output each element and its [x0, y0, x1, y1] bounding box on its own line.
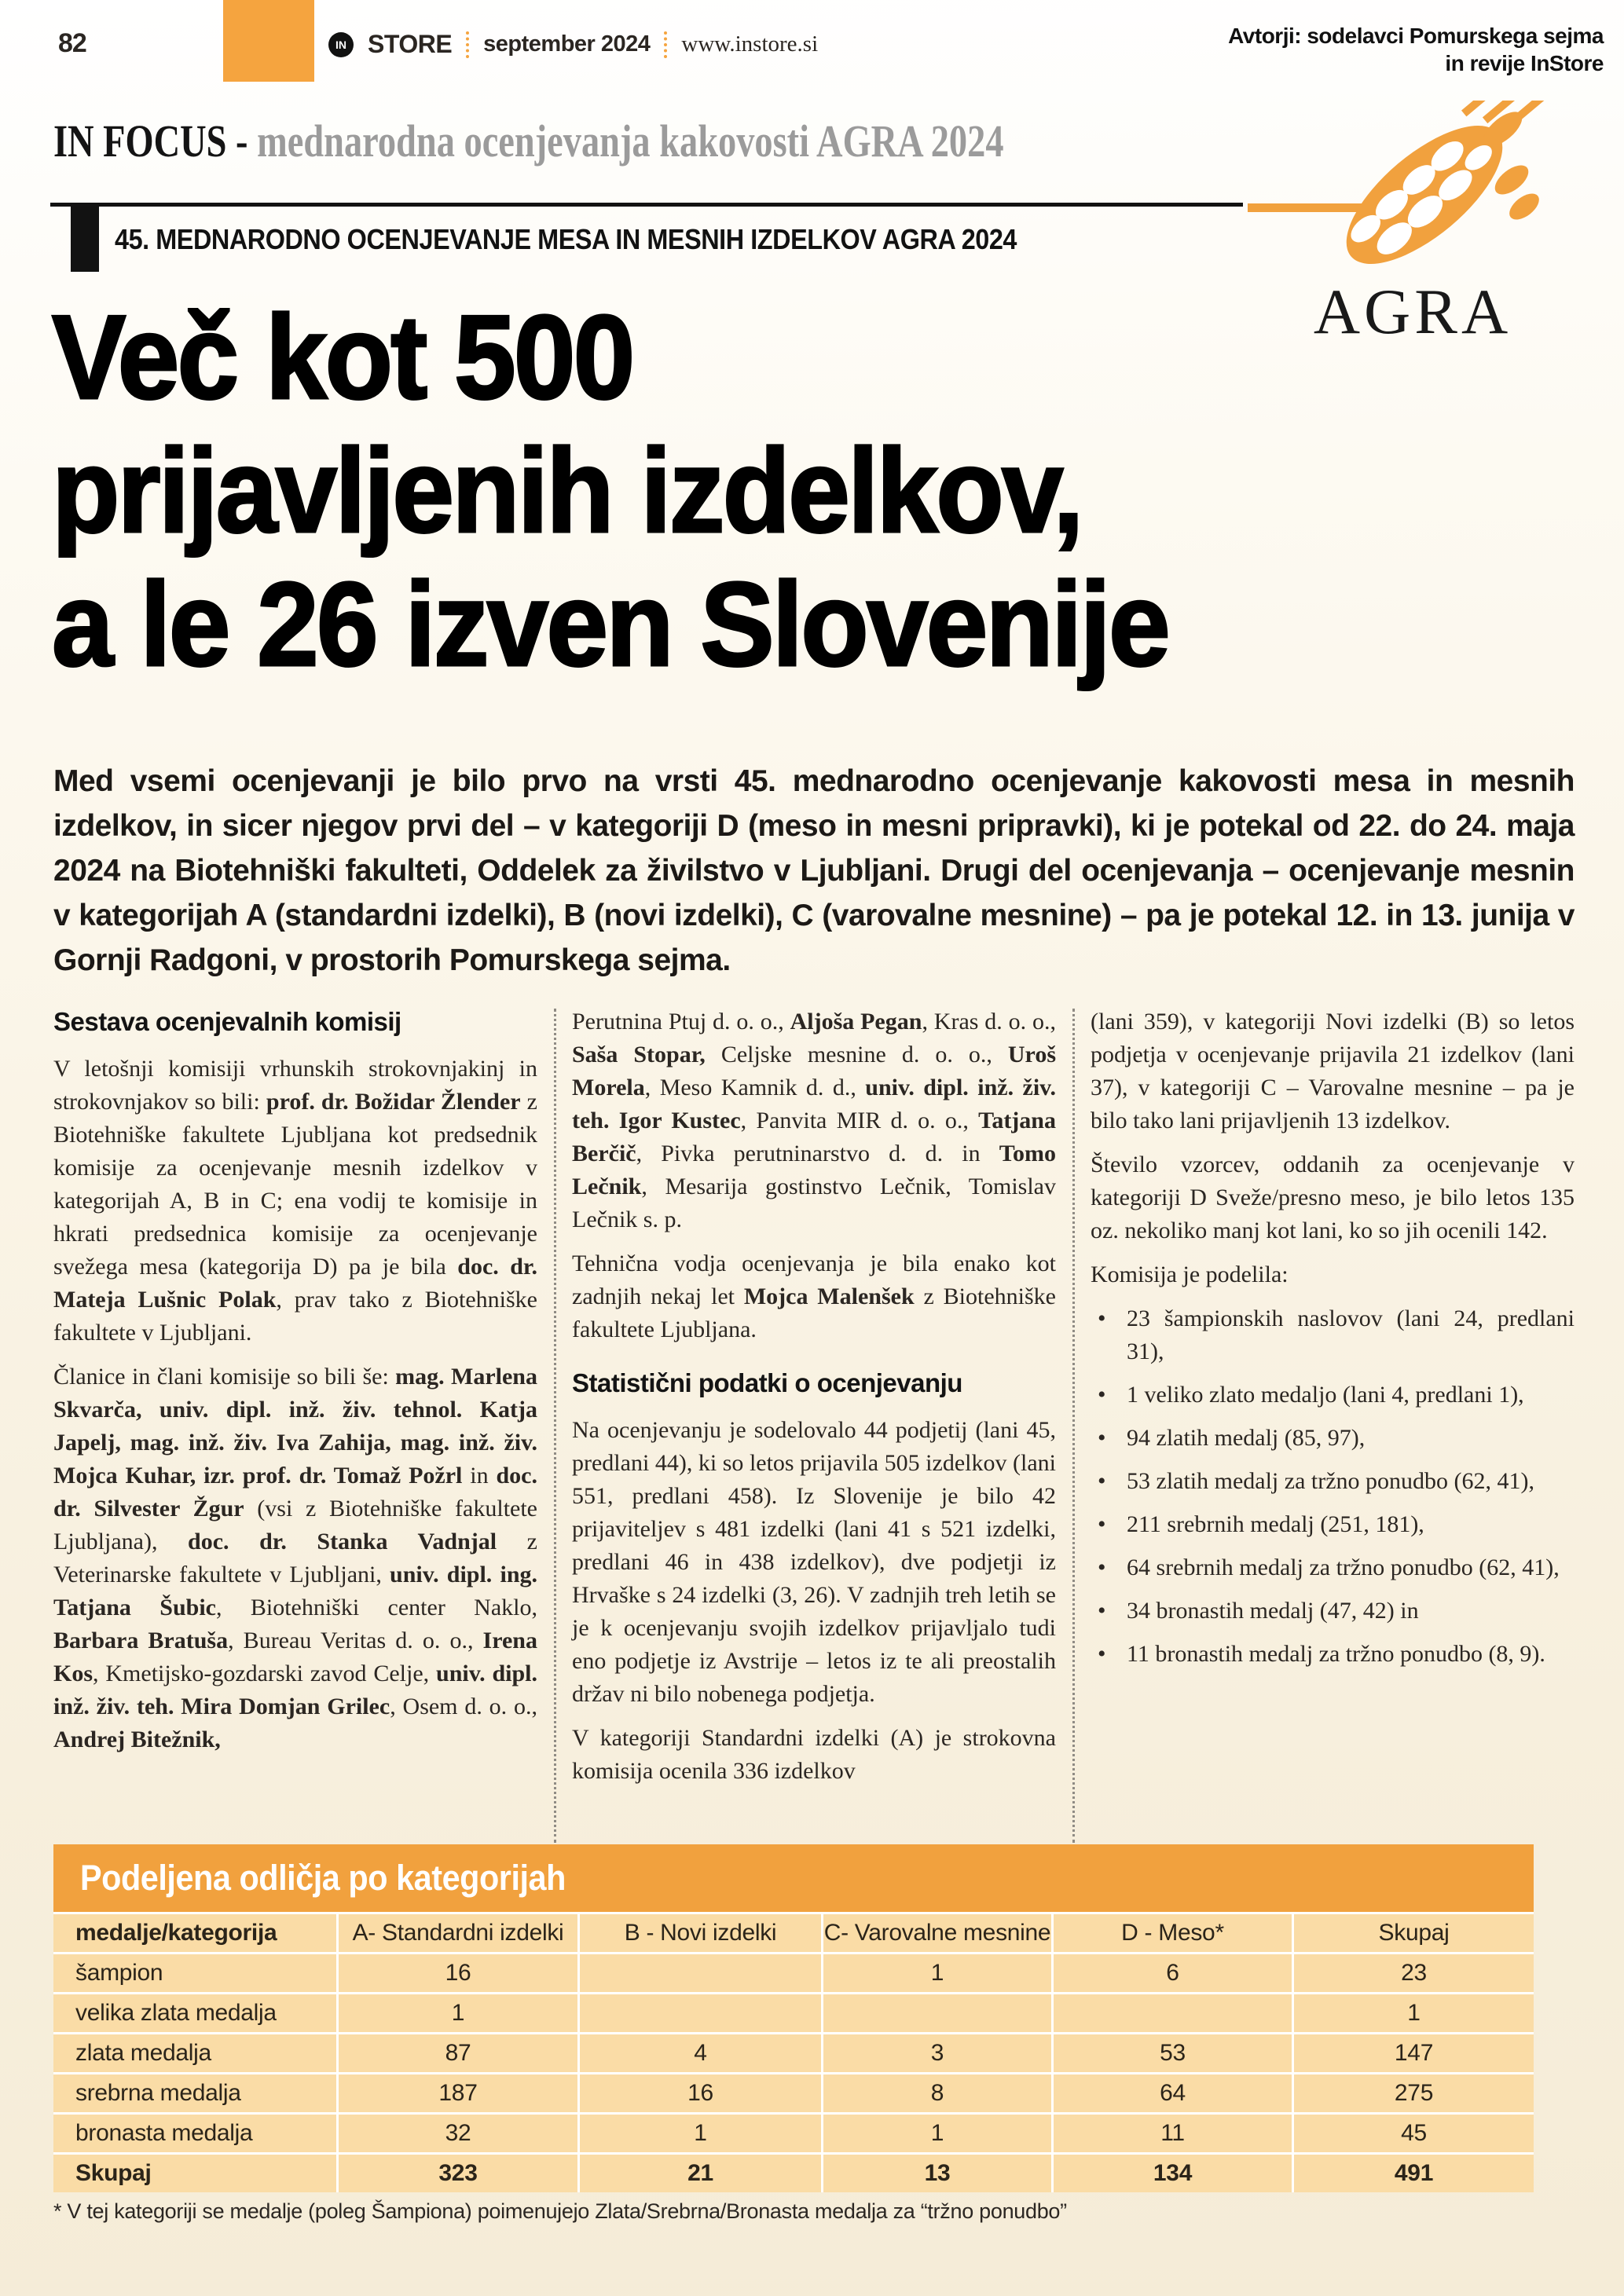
table-cell: 45: [1294, 2115, 1534, 2155]
table-cell: zlata medalja: [53, 2034, 339, 2074]
table-header-cell: B - Novi izdelki: [580, 1914, 823, 1954]
dotted-separator: [664, 31, 667, 58]
table-cell: 3: [823, 2034, 1054, 2074]
table-cell: 23: [1294, 1954, 1534, 1994]
body-paragraph: V kategoriji Standardni izdelki (A) je strokovna komisija ocenila 336 izdelkov: [572, 1725, 1056, 1784]
kicker: 45. MEDNARODNO OCENJEVANJE MESA IN MESNIH IZDELKOV AGRA 2024: [115, 223, 1017, 255]
table-row: [53, 2115, 1534, 2155]
table-header-cell: D - Meso*: [1054, 1914, 1294, 1954]
table-cell: 53: [1054, 2034, 1294, 2074]
table-row: [53, 2034, 1534, 2074]
table-cell: 16: [339, 1954, 580, 1994]
column-1: [53, 1005, 537, 1767]
body-paragraph: Članice in člani komisije so bili še: mag. Marlena Skvarča, univ. dipl. inž. živ. tehnol. Katja Japelj, mag. inž. živ. Iva Zahija, mag. inž. živ. Mojca Kuhar, izr. prof. dr. Tomaž Požrl in doc. dr. Silvester Žgur (vsi z Biotehniške fakultete Ljubljana), doc. dr. Stanka Vadnjal z Veterinarske fakultete v Ljubljani, univ. dipl. ing. Tatjana Šubic, Biotehniški center Naklo, Barbara Bratuša, Bureau Veritas d. o. o., Irena Kos, Kmetijsko-gozdarski zavod Celje, univ. dipl. inž. živ. teh. Mira Domjan Grilec, Osem d. o. o., Andrej Bitežnik,: [53, 1364, 538, 1752]
list-item: • 64 srebrnih medalj za tržno ponudbo (62, 41),: [1091, 1551, 1575, 1584]
brand-name: STORE: [368, 30, 453, 58]
page-number: 82: [58, 28, 86, 58]
wheat-icon: [1248, 101, 1586, 281]
body-paragraph: V letošnji komisiji vrhunskih strokovnjakinj in strokovnjakov so bili: prof. dr. Božidar Žlender z Biotehniške fakultete Ljubljana kot predsednik komisije za ocenjevanje mesnih izdelkov v kategorijah A, B in C; ena vodij te komisije in hkrati predsednica komisije za ocenjevanje svežega mesa (kategorija D) pa je bila doc. dr. Mateja Lušnic Polak, prav tako z Biotehniške fakultete v Ljubljani.: [53, 1056, 537, 1346]
column-divider: [1072, 1009, 1075, 1843]
table-footnote: * V tej kategoriji se medalje (poleg Šampiona) poimenujejo Zlata/Srebrna/Bronasta medalja za “tržno ponudbo”: [53, 2199, 1067, 2223]
table-cell: 323: [339, 2155, 580, 2192]
column-divider: [554, 1009, 556, 1843]
table-cell: 187: [339, 2074, 580, 2115]
list-item: • 53 zlatih medalj za tržno ponudbo (62, 41),: [1091, 1465, 1575, 1498]
table-cell: 8: [823, 2074, 1054, 2115]
table-cell: 1: [339, 1994, 580, 2034]
table-cell: 134: [1054, 2155, 1294, 2192]
authors-credit: [1228, 22, 1604, 77]
table-header-row: [53, 1914, 1534, 1954]
instore-logo-icon: IN: [328, 32, 354, 57]
body-paragraph: Komisija je podelila:: [1091, 1262, 1289, 1287]
body-paragraph: Perutnina Ptuj d. o. o., Aljoša Pegan, Kras d. o. o., Saša Stopar, Celjske mesnine d. o. o., Uroš Morela, Meso Kamnik d. d., univ. dipl. inž. živ. teh. Igor Kustec, Panvita MIR d. o. o., Tatjana Berčič, Pivka perutninarstvo d. d. in Tomo Lečnik, Mesarija gostinstvo Lečnik, Tomislav Lečnik s. p.: [572, 1009, 1057, 1232]
table-cell: [1054, 1994, 1294, 2034]
dotted-separator: [466, 31, 469, 58]
table-row: [53, 2074, 1534, 2115]
section-strap: [53, 115, 1241, 167]
table-cell: 16: [580, 2074, 823, 2115]
table-cell: 4: [580, 2034, 823, 2074]
table-cell: [580, 1994, 823, 2034]
authors-line: in revije InStore: [1445, 51, 1604, 75]
table-header-cell: A- Standardni izdelki: [339, 1914, 580, 1954]
table-cell: šampion: [53, 1954, 339, 1994]
column-3: [1091, 1005, 1575, 1681]
headline: [52, 289, 1252, 690]
table-cell: velika zlata medalja: [53, 1994, 339, 2034]
body-paragraph: Tehnična vodja ocenjevanja je bila enako kot zadnjih nekaj let Mojca Malenšek z Biotehniške fakultete Ljubljana.: [572, 1251, 1056, 1342]
table-cell: 21: [580, 2155, 823, 2192]
body-paragraph: Število vzorcev, oddanih za ocenjevanje v kategoriji D Sveže/presno meso, je bilo letos 135 oz. nekoliko manj kot lani, ko so jih ocenili 142.: [1091, 1152, 1575, 1243]
horizontal-rule: [50, 203, 1243, 207]
authors-line: Avtorji: sodelavci Pomurskega sejma: [1228, 24, 1604, 48]
masthead-brand-row: [328, 30, 818, 59]
table-total-row: [53, 2155, 1534, 2192]
body-paragraph: Na ocenjevanju je sodelovalo 44 podjetij (lani 45, predlani 44), ki so letos prijavila 505 izdelkov (lani 551, predlani 458). Iz Slovenije je bilo 42 prijaviteljev s 481 izdelki (lani 41 s 521 izdelki, predlani 46 in 438 izdelkov), dve podjetji iz Hrvaške s 24 izdelki (3, 26). V zadnjih treh letih se je k ocenjevanju svojih izdelkov prijavljalo tudi eno podjetje iz Avstrije – letos iz te ali preostalih držav ni bilo nobenega podjetja.: [572, 1417, 1056, 1707]
table-row: [53, 1954, 1534, 1994]
table-cell: 147: [1294, 2034, 1534, 2074]
column-heading: Sestava ocenjevalnih komisij: [53, 1007, 401, 1036]
kicker-bar: [71, 203, 99, 272]
table-cell: Skupaj: [53, 2155, 339, 2192]
column-2: [572, 1005, 1056, 1799]
table-cell: 1: [1294, 1994, 1534, 2034]
table-cell: [580, 1954, 823, 1994]
table-header-cell: C- Varovalne mesnine: [823, 1914, 1054, 1954]
masthead-orange-block: [223, 0, 314, 82]
website-url: www.instore.si: [681, 31, 819, 57]
list-item: • 1 veliko zlato medaljo (lani 4, predlani 1),: [1091, 1379, 1575, 1412]
agra-logo: [1248, 101, 1586, 360]
strap-title: IN FOCUS: [53, 115, 227, 167]
lead-paragraph: Med vsemi ocenjevanji je bilo prvo na vrsti 45. mednarodno ocenjevanje kakovosti mesa in mesnih izdelkov, in sicer njegov prvi del – v kategoriji D (meso in mesni pripravki), ki je potekal od 22. do 24. maja 2024 na Biotehniški fakulteti, Oddelek za živilstvo v Ljubljani. Drugi del ocenjevanja – ocenjevanje mesnin v kategorijah A (standardni izdelki), B (novi izdelki), C (varovalne mesnine) – pa je potekal 12. in 13. junija v Gornji Radgoni, v prostorih Pomurskega sejma.: [53, 764, 1575, 977]
headline-line: Več kot 500: [52, 291, 633, 424]
headline-line: a le 26 izven Slovenije: [52, 558, 1168, 691]
table-cell: 275: [1294, 2074, 1534, 2115]
agra-wordmark: AGRA: [1313, 276, 1512, 347]
column-heading: Statistični podatki o ocenjevanju: [572, 1368, 962, 1397]
table-cell: 1: [823, 1954, 1054, 1994]
table-title: Podeljena odličja po kategorijah: [53, 1844, 1534, 1914]
list-item: • 23 šampionskih naslovov (lani 24, predlani 31),: [1091, 1302, 1575, 1368]
table-cell: 13: [823, 2155, 1054, 2192]
table-header-cell: Skupaj: [1294, 1914, 1534, 1954]
table-cell: 87: [339, 2034, 580, 2074]
issue-date: september 2024: [483, 31, 651, 57]
list-item: • 11 bronastih medalj za tržno ponudbo (8, 9).: [1091, 1638, 1575, 1671]
list-item: • 94 zlatih medalj (85, 97),: [1091, 1422, 1575, 1455]
table-cell: [823, 1994, 1054, 2034]
table-cell: 1: [580, 2115, 823, 2155]
strap-subtitle: mednarodna ocenjevanja kakovosti AGRA 2024: [257, 115, 1004, 167]
table-header-cell: medalje/kategorija: [53, 1914, 339, 1954]
strap-sep: -: [226, 115, 258, 167]
awards-table: [53, 1914, 1534, 2192]
table-cell: 32: [339, 2115, 580, 2155]
table-cell: bronasta medalja: [53, 2115, 339, 2155]
table-cell: 491: [1294, 2155, 1534, 2192]
headline-line: prijavljenih izdelkov,: [52, 424, 1082, 558]
table-row: [53, 1994, 1534, 2034]
table-cell: 11: [1054, 2115, 1294, 2155]
table-cell: 64: [1054, 2074, 1294, 2115]
medal-bullet-list: [1091, 1302, 1575, 1671]
list-item: • 211 srebrnih medalj (251, 181),: [1091, 1508, 1575, 1541]
table-cell: srebrna medalja: [53, 2074, 339, 2115]
awards-table-section: [53, 1844, 1534, 2192]
table-cell: 6: [1054, 1954, 1294, 1994]
table-cell: 1: [823, 2115, 1054, 2155]
list-item: • 34 bronastih medalj (47, 42) in: [1091, 1595, 1575, 1628]
body-paragraph: (lani 359), v kategoriji Novi izdelki (B) so letos podjetja v ocenjevanje prijavila 21 izdelkov (lani 37), v kategoriji C – Varovalne mesnine – pa je bilo tako lani prijavljenih 13 izdelkov.: [1091, 1009, 1575, 1133]
